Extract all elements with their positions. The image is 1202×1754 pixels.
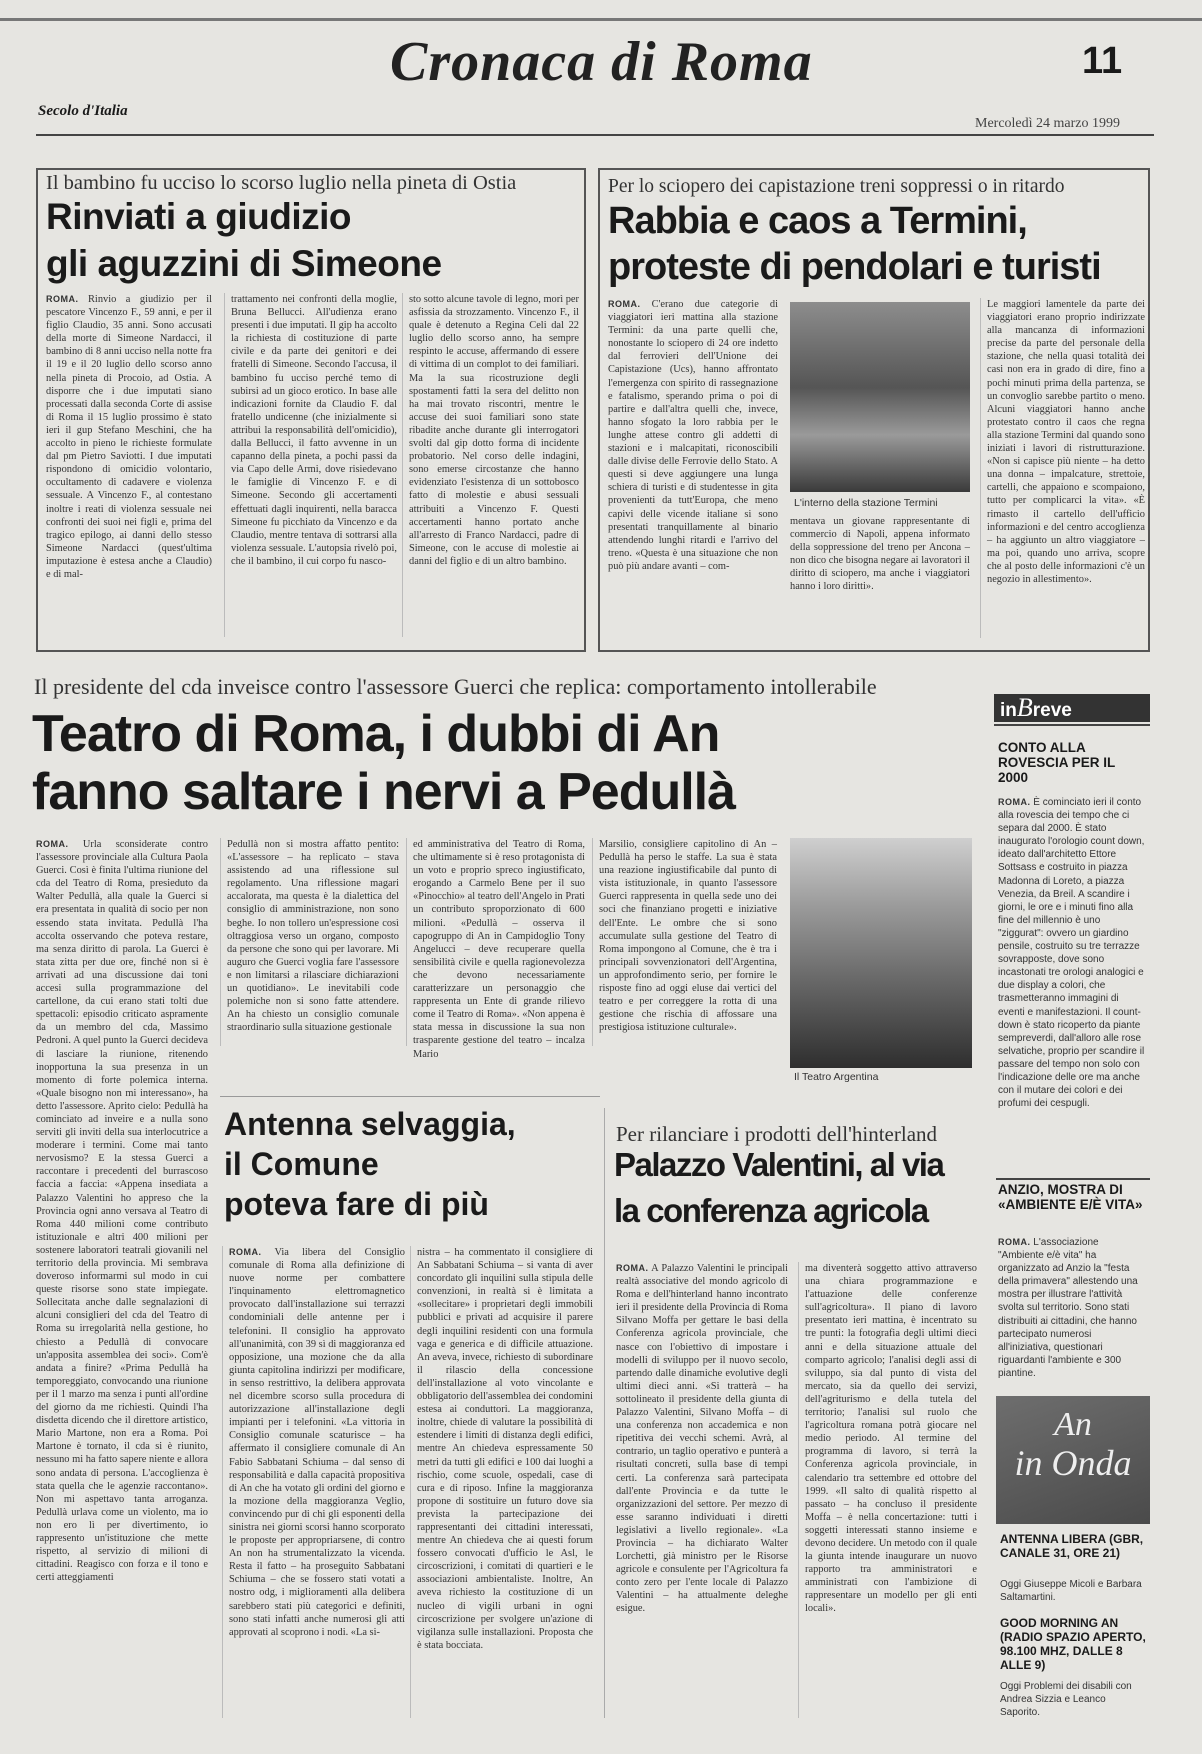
issue-date: Mercoledì 24 marzo 1999 <box>975 116 1121 131</box>
section-title: Cronaca di Roma <box>390 31 813 93</box>
an-in-onda-line1: An <box>1054 1406 1092 1443</box>
article-antenna-body-1: ROMA. Via libera del Consiglio comunale di Roma alla definizione di nuove norme per combattere l'inquinamento elettromagnetico provocato dall'installazione sui terrazzi condominiali delle antenne per i telefonini. Il consiglio ha approvato all'unanimità, con 39 sì di maggioranza ed opposizione, una mozione che da alla giunta capitolina indirizzi per modificare, in senso restrittivo, la delibera approvata nel dicembre scorso sulla procedura di autorizzazione all'installazione degli impianti per i telefonini. «La vittoria in Consiglio comunale scaturisce – ha affermato il consigliere comunale di An Fabio Sabbatani Schiuma – dal senso di responsabilità e dalla capacità propositiva di An che ha votato gli ordini del giorno e la mozione della maggioranza Veglio, convincendo pur di chi gli esponenti della sinistra nei giorni scorsi hanno scorporato le proposte per appropriarsene, di contro An non ha strumentalizzato la vicenda. Resta il fatto – ha proseguito Sabbatani Schiuma – che se fossero stati votati a nostro odg, i miglioramenti alla delibera sarebbero stati più categorici e definiti, sono stati infatti anche numerosi gli atti approvati al scoprono i nodi. «La si- <box>222 1246 405 1718</box>
article-valentini-title-1: Palazzo Valentini, al via <box>614 1146 944 1183</box>
teatro-photo-caption: Il Teatro Argentina <box>794 1071 879 1083</box>
brief-divider <box>996 1178 1150 1180</box>
antenna-top-rule <box>220 1096 600 1097</box>
in-breve-in: in <box>1000 700 1017 721</box>
article-simeone-title-2: gli aguzzini di Simeone <box>46 243 442 284</box>
article-valentini-body-1: ROMA. A Palazzo Valentini le principali realtà associative del mondo agricolo di Roma e dell'hinterland hanno incontrato ieri il presidente della Provincia di Roma Silvano Moffa per gettare le basi della Conferenza agricola provinciale, che nasce con l'obiettivo di impostare i modelli di sviluppo per il nuovo secolo, partendo dalle dinamiche evolutive degli ultimi dieci anni. «Si tratterà – ha sottolineato il presidente della giunta di Palazzo Valentini, Silvano Moffa – di una conferenza non accademica e non ripetitiva dei vecchi schemi. Avrà, al contrario, un taglio operativo e punterà a risultati concreti, sulla base di tempi certi. La conferenza sarà partecipata dall'ente Provincia e da tutte le organizzazioni del settore. Per mezzo di esse saranno individuati i diretti legislativi a livello regionale». «La Provincia – ha dichiarato Walter Lorchetti, già ministro per le Risorse agricole e consulente per l'Agricoltura fa conto zero per l'ente locale di Palazzo Valentini – ha attualmente deleghe esigue. <box>616 1263 788 1615</box>
article-termini-body-3: Le maggiori lamentele da parte dei viaggiatori erano proprio indirizzate alla mancanza di informazioni precise da parte del personale della stazione, che nella quasi totalità dei casi non era in grado di dire, fino a pochi minuti prima della partenza, se un convoglio sarebbe partito o meno. Alcuni viaggiatori hanno anche protestato contro il caos che regna alla stazione Termini dal quando sono iniziati i lavori di ristrutturazione. «Non si capisce più niente – ha detto una donna – impalcature, strettoie, cartelli, che appaiono e scompaiono, tutto per complicarci la vita». «È rimasto il cartello dell'ufficio informazioni e del centro accoglienza – ha aggiunto un altro viaggiatore – ma poi, quando uno arriva, scopre che al posto delle informazioni c'è un negozio in allestimento». <box>980 298 1145 638</box>
article-simeone-title-1: Rinviati a giudizio <box>46 196 352 237</box>
article-termini-title-1: Rabbia e caos a Termini, <box>608 200 1027 242</box>
article-simeone-body-3: sto sotto alcune tavole di legno, morì per asfissia da strozzamento. Vincenzo F., il quale è detenuto a Regina Celi dal 22 luglio dello scorso anno, ha sempre respinto le accuse, affermando di essere di vittima di un complot to dei familiari. Ma la sua ricostruzione degli spostamenti fatti la sera del delitto non ha mai trovato riscontri, mentre le accuse dei suoi familiari sono state ribadite anche durante gli interrogatori svolti dal gip dotto forma di incidente probatorio. Nel corso delle indagini, sono emerse circostanze che hanno evidenziato l'esistenza di un sottobosco fatto di molestie e abusi sessuali attribuiti a Vincenzo F. Questi accertamenti hanno portato anche all'arresto di Franco Nardacci, padre di Simeone, con le accuse di molestie ai danni del figlio e di un altro bambino. <box>402 293 579 637</box>
article-termini-title-2: proteste di pendolari e turisti <box>608 246 1101 288</box>
article-valentini-kicker: Per rilanciare i prodotti dell'hinterland <box>616 1122 938 1146</box>
article-teatro-body-2: Pedullà non si mostra affatto pentito: «L'assessore – ha replicato – stava assistendo ad una riflessione sul regolamento. Una riflessione magari accalorata, ma questa è la dialettica del consiglio di amministrazione, non sono beghe. Io non tollero un'espressione così oltraggiosa verso un organo, composto da persone che sono qui per lavorare. Mi auguro che Guerci voglia fare l'assessore e non limitarsi a rilasciare dichiarazioni un quotidiano». Le inevitabili code polemiche non si sono fatte attendere. An ha chiesto un consiglio comunale straordinario sulla situazione gestionale <box>220 838 399 1046</box>
masthead-rule <box>36 134 1154 136</box>
brief-anzio-title: ANZIO, MOSTRA DI «AMBIENTE E/È VITA» <box>998 1182 1143 1212</box>
article-valentini-title-2: la conferenza agricola <box>614 1192 928 1229</box>
article-termini-body-2: mentava un giovane rappresentante di commercio di Napoli, appena informato della soppressione del treno per Ancona – non dico che bisogna negare ai lavoratori il diritto di sciopero, ma anche i viaggiatori hanno i loro diritti». <box>790 516 970 593</box>
in-breve-b: B <box>1016 693 1033 722</box>
article-teatro-body-1: ROMA. Urla sconsiderate contro l'assessore provinciale alla Cultura Paola Guerci. Così è finita l'ultima riunione del cda del Teatro di Roma, presieduto da Walter Pedullà, alla quale la Guerci si era presentata in qualità di socio per non essendo stata invitata. Pedullà l'ha accolta osservando che poteva restare, ma senza diritto di parola. La Guerci è stata zitta per due ore, finché non si è arrivati ad una discussione dai toni accesi sulla programmazione del cartellone, da cui erano stati tolti due spettacoli: episodio criticato aspramente da un membro del cda, Massimo Pedroni. A quel punto la Guerci decideva di lasciare la riunione, ritenendo inopportuna la sua presenza in un momento di forte polemica interna. «Quale bisogno non mi interessano», ha detto l'assessore. Aprito cielo: Pedullà ha cominciato ad inveire e a nulla sono serviti gli inviti della sua interlocutrice a moderare i termini. Come mai tanto nervosismo? E la stessa Guerci a raccontare i precedenti del burrascoso faccia a faccia: «Appena insediata a Palazzo Valentini ho appreso che la Provincia ogni anno versava al Teatro di Roma 440 milioni come contributo istituzionale e altri 400 milioni per sostenere laboratori teatrali giovanili nel territorio della provincia. Mi sembrava doveroso informarmi sul modo in cui queste risorse sono state impiegate. Sollecitata anche dalle segnalazioni di alcuni consiglieri del cda del Teatro di Roma su irregolarità nella gestione, ho chiesto a Pedullà di convocare un'apposita assemblea dei soci». Com'è andata a finire? «Prima Pedullà ha temporeggiato, convocando una riunione per il 1 marzo ma senza i punti all'ordine del giorno da me richiesti. Quindi l'ha disdetta dicendo che il direttore artistico, Mario Martone, non era a Roma. Poi Martone è tornato, il cda si è riunito, nessuno mi ha fatto sapere niente e allora sono andata di persona. L'accoglienza è stata quella che le agenzie raccontano». Non mi aspettavo tanta arroganza. Pedullà urlava come un violento, ma io non ero lì per divertimento, io rappresento un'istituzione che mette rispetto, al servizio di milioni di cittadini. Reagisco con forza e il tono e certi atteggiamenti <box>36 839 208 1584</box>
top-rule <box>0 18 1202 21</box>
article-antenna-title-2: il Comune <box>224 1146 379 1182</box>
page-number: 11 <box>1082 40 1123 82</box>
termini-station-photo <box>790 302 970 492</box>
article-simeone-kicker: Il bambino fu ucciso lo scorso luglio nella pineta di Ostia <box>46 172 517 194</box>
article-teatro-title-1: Teatro di Roma, i dubbi di An <box>32 705 720 763</box>
article-termini-kicker: Per lo sciopero dei capistazione treni soppressi o in ritardo <box>608 176 1065 197</box>
brief-countdown-title: CONTO ALLA ROVESCIA PER IL 2000 <box>998 740 1116 785</box>
article-teatro-title-2: fanno saltare i nervi a Pedullà <box>32 763 736 821</box>
in-breve-rule <box>994 724 1150 726</box>
article-teatro-body-3: ed amministrativa del Teatro di Roma, che ultimamente si è reso protagonista di un voto e proprio spreco ingiustificato, erogando a Carmelo Bene per il suo «Pinocchio» al teatro dell'Angelo in Prati un contributo sproporzionato di 600 milioni. «Pedullà – osserva il capogruppo di An in Campidoglio Tony Angelucci – deve recuperare quella sensibilità civile e quella ragionevolezza che devono necessariamente caratterizzare un personaggio che rappresenta un Ente di grande rilievo come il Teatro di Roma». «Non appena è stata messa in discussione la sua non trasparente gestione del teatro – incalza Mario <box>406 838 585 1046</box>
valentini-box-rule <box>604 1108 605 1718</box>
brief-countdown-body: ROMA. È cominciato ieri il conto alla rovescia dei tempo che ci separa dal 2000. È stato inaugurato l'orologio count down, ideato dall'architetto Ettore Sottsass e costruito in piazza Madonna di Loreto, a piazza Venezia, da Breil. A scandire i giorni, le ore e i minuti fino alla fine del millennio è uno "ziggurat": ovvero un giardino pensile, costruito su tre terrazze sovrapposte, dove sono incastonati tre orologi analogici e due display a colori, che trasmetteranno immagini di eventi e manifestazioni. Il count-down è stato ricoperto da piante sempreverdi, dall'alloro alle rose selvatiche, proprio per scandire il passare del tempo non solo con l'indicazione delle ore ma anche con il mutare dei colori e dei profumi dei cespugli. <box>998 797 1145 1110</box>
article-valentini-body-2: ma diventerà soggetto attivo attraverso una chiara programmazione e l'attuazione delle conferenze sull'agricoltura». Il piano di lavoro presentato ieri mattina, è incentrato su tre punti: la fotografia degli ultimi dieci anni e della situazione attuale del comparto agricolo; l'analisi degli assi di sviluppo, sia dal punto di vista del mercato, sia da quello dei servizi, dell'agriturismo e della tutela del territorio; l'analisi sul ruolo che l'agricoltura romana potrà giocare nel medio periodo. Al termine del programma di lavoro, si terrà la Conferenza agricola provinciale, in calendario tra settembre ed ottobre del 1999. «Il salto di qualità rispetto al passato – ha concluso il presidente Moffa – è nella concertazione: tutti i soggetti interessati stanno insieme e devono decidere. Un metodo con il quale la giunta intende inaugurare un nuovo rapporto tra amministratori e amministrati con l'ambizione di rappresentare un modello per gli enti locali». <box>798 1262 977 1718</box>
termini-photo-caption: L'interno della stazione Termini <box>794 497 938 509</box>
in-breve-rest: reve <box>1032 700 1072 721</box>
an-in-onda-line2: in Onda <box>1014 1443 1132 1483</box>
in-breve-header <box>994 694 1150 722</box>
article-antenna-title-1: Antenna selvaggia, <box>224 1106 516 1142</box>
brief-anzio-body: ROMA. L'associazione "Ambiente e/è vita" ha organizzato ad Anzio la "festa della primavera" allestendo una mostra per illustrare l'attività svolta sul territorio. Sono stati distribuiti ai cittadini, che hanno partecipato numerosi all'iniziativa, questionari riguardanti l'ambiente e 300 piantine. <box>998 1237 1138 1379</box>
article-antenna-body-2: nistra – ha commentato il consigliere di An Sabbatani Schiuma – si vanta di aver concordato gli inquilini sulla stipula delle convenzioni, in realtà si è limitata a «sollecitare» i proprietari degli immobili pubblici e privati ad acquisire il parere degli inquilini residenti con una formula vaga e generica e di difficile attuazione. An aveva, invece, richiesto di subordinare il rilascio della concessione dell'installazione al voto vincolante e obbligatorio dell'assemblea dei condomini estesa ai conduttori. La maggioranza, inoltre, chiede di valutare la possibilità di estendere i limiti di distanza degli edifici, mentre An chiedeva espressamente 50 metri da tutti gli edifici e 100 dai luoghi a rischio, come scuole, ospedali, case di cura e di riposo. Infine la maggioranza propone di sostituire un futuro dove sia prevista la partecipazione dei rappresentanti dei cittadini interessati, mentre An chiedeva che ai questi forum fossero convocati d'ufficio le Asl, le circoscrizioni, i comitati di quartieri e le associazioni ambientaliste. Inoltre, An aveva richiesto la costituzione di un nucleo di vigili urbani in ogni circoscrizione per svolgere un'azione di vigilanza sulle installazioni. Proposta che è stata bocciata. <box>410 1246 593 1718</box>
radio-antenna-libera-text: Oggi Giuseppe Micoli e Barbara Saltamartini. <box>1000 1579 1142 1603</box>
article-teatro-body-4: Marsilio, consigliere capitolino di An – Pedullà ha perso le staffe. La sua è stata una reazione ingiustificabile dal punto di vista istituzionale, in quanto l'assessore Guerci rappresenta in quella sede uno dei soci che finanziano progetti e iniziative dell'Ente. Le ombre che si sono accumulate sulla gestione del Teatro di Roma impongono al Comune, che è tra i principali sovvenzionatori dell'Argentina, un approfondimento serio, per fornire le risposte fino ad oggi eluse dai vertici del teatro e per correggere la rotta di una gestione che rischia di affossare una prestigiosa istituzione culturale». <box>592 838 777 1046</box>
article-simeone-body-1: ROMA. Rinvio a giudizio per il pescatore Vincenzo F., 59 anni, e per il figlio Claudio, 35 anni. Sono accusati della morte di Simeone Nardacci, il bambino di 8 anni ucciso nella notte fra il 19 e il 20 luglio dello scorso anno nella pineta di Procoio, ad Ostia. A disporre che i due imputati siano processati dalla seconda Corte di assise di Roma il 15 luglio prossimo è stato ieri il gup Stefano Meschini, che ha accolto in pieno le richieste formulate dal pm Pietro Saviotti. I due imputati rispondono di omicidio volontario, occultamento di cadavere e violenza sessuale. A Vincenzo F., al contestano inoltre i reati di violenza sessuale nei confronti dei suoi nei figli e, prima del tragico epilogo, ai danni dello stesso Simeone Nardacci (quest'ultima imputazione è estesa anche a Claudio) e di mal- <box>46 294 212 580</box>
radio-good-morning-title: GOOD MORNING AN (RADIO SPAZIO APERTO, 98.100 MHZ, DALLE 8 ALLE 9) <box>1000 1616 1146 1672</box>
paper-name: Secolo d'Italia <box>38 103 128 119</box>
article-termini-body-1: ROMA. C'erano due categorie di viaggiatori ieri mattina alla stazione Termini: da una parte quelli che, nonostante lo sciopero di 24 ore indetto dal ferrovieri dell'Unione dei Capistazione (Ucs), hanno affrontato l'emergenza con spirito di rassegnazione e fatalismo, sperando prima o poi di partire e dall'altra quelli che, invece, hanno sfogato la loro rabbia per le lunghe attese contro gli addetti di stazioni e i malcapitati, riconoscibili dalle divise delle Ferrovie dello Stato. A questi si deve aggiungere una lunga schiera di turisti e di studentesse in gita provenienti da tutt'Europa, che meno capivi delle vicende italiane si sono presentati tranquillamente al binario attendendo lunghi ritardi e l'arrivo del treno. «Questa è una situazione che non può più andare avanti – com- <box>608 299 778 572</box>
teatro-argentina-photo <box>790 838 972 1068</box>
radio-antenna-libera-title: ANTENNA LIBERA (GBR, CANALE 31, ORE 21) <box>1000 1532 1144 1560</box>
an-in-onda-banner <box>996 1396 1150 1524</box>
article-teatro-kicker: Il presidente del cda inveisce contro l'assessore Guerci che replica: comportamento intollerabile <box>34 674 877 699</box>
article-antenna-title-3: poteva fare di più <box>224 1186 489 1222</box>
radio-good-morning-text: Oggi Problemi dei disabili con Andrea Sizzia e Leanco Saporito. <box>1000 1681 1132 1718</box>
article-simeone-body-2: trattamento nei confronti della moglie, Bruna Bellucci. All'udienza erano presenti i due imputati. Il gip ha accolto la richiesta di costituzione di parte civile e da parte dei genitori e dei fratelli di Simeone. Secondo l'accusa, il bambino fu ucciso perché temo di subirsi ad un gioco erotico. In base alle indicazioni fornite da Claudio F. dal fratello undicenne (che inizialmente si attribuì la responsabilità dell'omicidio), dalla Bellucci, il fatto avvenne in un capanno della pineta, a pochi passi da via Capo delle Armi, dove risiedevano le famiglie di Vincenzo F. e di Simeone. Secondo gli accertamenti effettuati dagli inquirenti, nella baracca Simeone fu picchiato da Vincenzo e da Claudio, mentre tentava di sottrarsi alla violenza sessuale. L'autopsia rivelò poi, che il bambino, il cui corpo fu nasco- <box>224 293 397 637</box>
